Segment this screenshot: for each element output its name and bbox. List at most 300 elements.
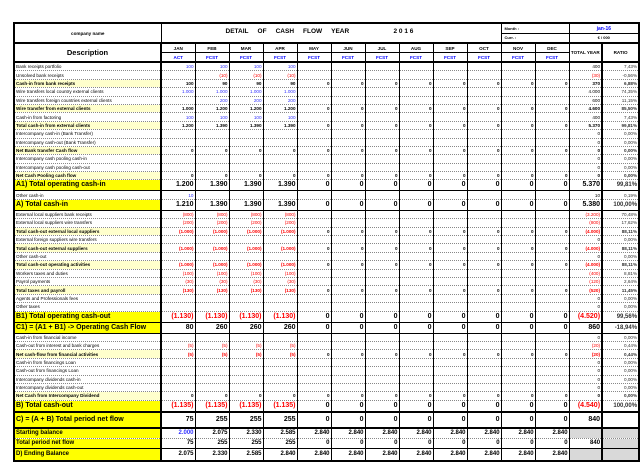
month-cell[interactable] bbox=[501, 210, 535, 218]
month-cell[interactable] bbox=[501, 252, 535, 260]
month-cell[interactable] bbox=[399, 358, 433, 366]
month-cell[interactable] bbox=[535, 163, 569, 171]
month-cell[interactable] bbox=[399, 294, 433, 302]
month-cell[interactable] bbox=[535, 62, 569, 71]
month-cell[interactable] bbox=[501, 277, 535, 285]
month-cell[interactable] bbox=[297, 294, 331, 302]
month-cell[interactable] bbox=[195, 303, 229, 311]
month-cell[interactable] bbox=[501, 219, 535, 227]
month-cell[interactable] bbox=[467, 191, 501, 199]
month-cell[interactable] bbox=[467, 383, 501, 391]
month-cell[interactable] bbox=[467, 62, 501, 71]
month-cell[interactable] bbox=[467, 358, 501, 366]
month-cell[interactable] bbox=[467, 269, 501, 277]
month-cell[interactable] bbox=[195, 138, 229, 146]
month-cell[interactable]: 1.000 bbox=[229, 88, 263, 96]
month-cell[interactable] bbox=[229, 333, 263, 341]
month-cell[interactable] bbox=[229, 358, 263, 366]
month-cell[interactable] bbox=[331, 383, 365, 391]
month-cell[interactable] bbox=[399, 62, 433, 71]
month-cell[interactable] bbox=[399, 303, 433, 311]
month-cell[interactable] bbox=[501, 383, 535, 391]
month-cell[interactable] bbox=[535, 333, 569, 341]
month-cell: 0 bbox=[501, 438, 535, 448]
month-cell[interactable] bbox=[433, 88, 467, 96]
month-cell[interactable] bbox=[399, 341, 433, 349]
month-cell[interactable] bbox=[433, 333, 467, 341]
month-cell[interactable] bbox=[229, 252, 263, 260]
month-cell[interactable] bbox=[433, 130, 467, 138]
month-cell[interactable] bbox=[331, 113, 365, 121]
month-cell[interactable] bbox=[399, 210, 433, 218]
month-cell[interactable] bbox=[263, 138, 297, 146]
month-cell[interactable]: (200) bbox=[161, 219, 195, 227]
month-cell[interactable] bbox=[433, 236, 467, 244]
month-cell[interactable] bbox=[433, 96, 467, 104]
month-cell[interactable] bbox=[297, 96, 331, 104]
month-cell[interactable] bbox=[467, 88, 501, 96]
month-cell[interactable]: 1.000 bbox=[195, 88, 229, 96]
month-cell[interactable]: (30) bbox=[229, 277, 263, 285]
month-cell[interactable] bbox=[331, 269, 365, 277]
month-cell[interactable] bbox=[331, 277, 365, 285]
month-cell[interactable] bbox=[467, 236, 501, 244]
month-cell[interactable] bbox=[365, 88, 399, 96]
month-cell[interactable]: 100 bbox=[161, 113, 195, 121]
month-cell[interactable]: (800) bbox=[229, 210, 263, 218]
month-cell[interactable] bbox=[297, 155, 331, 163]
month-cell[interactable] bbox=[229, 383, 263, 391]
month-cell[interactable] bbox=[297, 210, 331, 218]
month-cell[interactable] bbox=[365, 269, 399, 277]
month-cell[interactable] bbox=[433, 303, 467, 311]
month-cell[interactable] bbox=[195, 252, 229, 260]
month-cell[interactable] bbox=[161, 294, 195, 302]
month-cell[interactable] bbox=[331, 341, 365, 349]
month-cell[interactable] bbox=[365, 113, 399, 121]
month-cell[interactable] bbox=[433, 191, 467, 199]
month-cell[interactable] bbox=[161, 383, 195, 391]
month-cell[interactable] bbox=[501, 341, 535, 349]
month-cell[interactable] bbox=[365, 277, 399, 285]
month-cell[interactable] bbox=[399, 367, 433, 375]
month-cell[interactable] bbox=[195, 294, 229, 302]
month-cell[interactable] bbox=[501, 96, 535, 104]
month-cell[interactable] bbox=[433, 383, 467, 391]
month-cell[interactable] bbox=[331, 96, 365, 104]
month-cell[interactable] bbox=[467, 277, 501, 285]
month-cell[interactable] bbox=[263, 155, 297, 163]
month-cell[interactable] bbox=[467, 163, 501, 171]
month-cell[interactable]: (800) bbox=[263, 210, 297, 218]
month-cell[interactable] bbox=[297, 358, 331, 366]
month-cell[interactable] bbox=[331, 130, 365, 138]
month-cell[interactable] bbox=[535, 269, 569, 277]
month-cell[interactable] bbox=[467, 210, 501, 218]
month-cell[interactable] bbox=[331, 367, 365, 375]
month-cell[interactable] bbox=[399, 269, 433, 277]
month-cell[interactable] bbox=[399, 191, 433, 199]
month-cell[interactable] bbox=[331, 210, 365, 218]
month-cell[interactable] bbox=[467, 219, 501, 227]
month-cell[interactable] bbox=[467, 294, 501, 302]
month-cell[interactable]: (200) bbox=[195, 219, 229, 227]
month-cell[interactable] bbox=[535, 367, 569, 375]
month-cell[interactable] bbox=[501, 138, 535, 146]
month-cell[interactable] bbox=[365, 163, 399, 171]
month-cell[interactable]: 200 bbox=[229, 96, 263, 104]
month-cell[interactable] bbox=[433, 163, 467, 171]
month-cell[interactable]: 100 bbox=[263, 62, 297, 71]
month-cell[interactable] bbox=[365, 155, 399, 163]
month-cell[interactable] bbox=[535, 375, 569, 383]
month-cell[interactable] bbox=[399, 113, 433, 121]
month-cell[interactable]: 10 bbox=[161, 191, 195, 199]
month-cell[interactable]: 100 bbox=[229, 113, 263, 121]
month-cell[interactable] bbox=[535, 219, 569, 227]
month-cell[interactable] bbox=[161, 333, 195, 341]
month-cell[interactable] bbox=[501, 88, 535, 96]
month-cell[interactable] bbox=[399, 130, 433, 138]
month-cell[interactable] bbox=[229, 367, 263, 375]
month-cell[interactable] bbox=[195, 383, 229, 391]
report-year: 2 0 1 6 bbox=[393, 28, 414, 35]
month-cell[interactable] bbox=[263, 163, 297, 171]
month-cell[interactable] bbox=[263, 358, 297, 366]
month-cell[interactable]: 200 bbox=[263, 96, 297, 104]
month-cell[interactable] bbox=[535, 113, 569, 121]
month-cell[interactable] bbox=[365, 252, 399, 260]
month-cell[interactable] bbox=[501, 163, 535, 171]
month-cell: 0 bbox=[467, 227, 501, 235]
month-cell[interactable] bbox=[331, 191, 365, 199]
month-cell[interactable] bbox=[229, 130, 263, 138]
month-cell[interactable] bbox=[297, 375, 331, 383]
month-cell[interactable] bbox=[399, 138, 433, 146]
month-cell[interactable] bbox=[535, 191, 569, 199]
row-label: Total cash-out operating activities bbox=[14, 261, 161, 269]
month-cell[interactable]: (5) bbox=[195, 341, 229, 349]
month-cell[interactable] bbox=[433, 155, 467, 163]
month-cell[interactable] bbox=[365, 383, 399, 391]
month-cell[interactable] bbox=[263, 375, 297, 383]
month-cell[interactable] bbox=[399, 277, 433, 285]
month-cell: 0 bbox=[365, 180, 399, 191]
month-cell[interactable] bbox=[467, 375, 501, 383]
month-cell[interactable] bbox=[195, 130, 229, 138]
month-cell[interactable] bbox=[297, 71, 331, 79]
month-cell[interactable] bbox=[229, 155, 263, 163]
month-cell[interactable] bbox=[535, 383, 569, 391]
month-cell[interactable] bbox=[229, 191, 263, 199]
month-cell[interactable] bbox=[195, 333, 229, 341]
month-cell[interactable] bbox=[331, 303, 365, 311]
month-cell[interactable] bbox=[229, 163, 263, 171]
month-cell[interactable] bbox=[195, 191, 229, 199]
month-cell[interactable]: (100) bbox=[229, 269, 263, 277]
month-cell[interactable] bbox=[467, 333, 501, 341]
month-cell[interactable] bbox=[331, 62, 365, 71]
month-cell[interactable] bbox=[501, 71, 535, 79]
month-cell[interactable] bbox=[161, 236, 195, 244]
month-cell[interactable] bbox=[535, 358, 569, 366]
month-cell[interactable] bbox=[399, 383, 433, 391]
month-cell[interactable] bbox=[161, 163, 195, 171]
month-cell[interactable] bbox=[433, 113, 467, 121]
month-cell[interactable] bbox=[161, 155, 195, 163]
month-cell[interactable] bbox=[297, 277, 331, 285]
month-cell[interactable] bbox=[365, 303, 399, 311]
month-cell[interactable] bbox=[195, 358, 229, 366]
month-cell[interactable] bbox=[263, 252, 297, 260]
month-cell[interactable] bbox=[365, 191, 399, 199]
month-cell[interactable] bbox=[365, 130, 399, 138]
month-cell[interactable] bbox=[263, 130, 297, 138]
month-cell[interactable] bbox=[195, 163, 229, 171]
month-cell[interactable] bbox=[501, 375, 535, 383]
month-cell[interactable] bbox=[433, 138, 467, 146]
month-cell[interactable]: (200) bbox=[263, 219, 297, 227]
month-cell[interactable] bbox=[433, 294, 467, 302]
month-cell[interactable]: (800) bbox=[161, 210, 195, 218]
month-cell[interactable] bbox=[195, 375, 229, 383]
month-cell[interactable] bbox=[195, 367, 229, 375]
month-cell[interactable] bbox=[365, 62, 399, 71]
month-cell[interactable]: (5) bbox=[229, 341, 263, 349]
month-cell[interactable] bbox=[365, 210, 399, 218]
month-cell[interactable] bbox=[161, 138, 195, 146]
month-cell[interactable]: (5) bbox=[263, 341, 297, 349]
month-cell[interactable] bbox=[535, 236, 569, 244]
month-cell[interactable]: (100) bbox=[161, 269, 195, 277]
month-cell[interactable] bbox=[399, 252, 433, 260]
month-cell[interactable] bbox=[331, 163, 365, 171]
month-cell[interactable] bbox=[263, 191, 297, 199]
month-cell[interactable] bbox=[535, 71, 569, 79]
month-cell[interactable]: (100) bbox=[195, 269, 229, 277]
month-cell[interactable] bbox=[501, 62, 535, 71]
month-cell[interactable] bbox=[501, 130, 535, 138]
month-cell[interactable] bbox=[501, 358, 535, 366]
month-cell[interactable] bbox=[365, 333, 399, 341]
month-cell[interactable] bbox=[297, 236, 331, 244]
month-cell[interactable] bbox=[161, 358, 195, 366]
month-cell[interactable] bbox=[467, 130, 501, 138]
month-cell[interactable] bbox=[535, 96, 569, 104]
month-cell[interactable] bbox=[297, 130, 331, 138]
month-cell[interactable] bbox=[297, 269, 331, 277]
month-cell[interactable] bbox=[229, 236, 263, 244]
month-cell[interactable] bbox=[229, 375, 263, 383]
month-cell[interactable] bbox=[365, 96, 399, 104]
month-cell: 0 bbox=[535, 146, 569, 154]
month-cell[interactable] bbox=[535, 277, 569, 285]
month-cell[interactable]: (5) bbox=[161, 341, 195, 349]
month-cell[interactable] bbox=[501, 294, 535, 302]
month-cell[interactable]: (30) bbox=[263, 277, 297, 285]
month-cell[interactable] bbox=[467, 303, 501, 311]
month-cell[interactable]: (100) bbox=[263, 269, 297, 277]
month-cell[interactable] bbox=[297, 252, 331, 260]
month-cell[interactable] bbox=[297, 333, 331, 341]
month-cell[interactable] bbox=[365, 294, 399, 302]
month-cell[interactable] bbox=[331, 155, 365, 163]
month-cell[interactable] bbox=[467, 367, 501, 375]
month-cell[interactable] bbox=[331, 294, 365, 302]
month-cell[interactable] bbox=[229, 303, 263, 311]
month-cell[interactable] bbox=[331, 252, 365, 260]
month-cell[interactable] bbox=[433, 62, 467, 71]
month-cell[interactable] bbox=[161, 71, 195, 79]
month-cell[interactable] bbox=[365, 375, 399, 383]
month-cell[interactable]: 100 bbox=[229, 62, 263, 71]
month-cell[interactable]: 1.000 bbox=[263, 88, 297, 96]
month-label: Month : bbox=[502, 25, 569, 34]
month-cell[interactable] bbox=[297, 341, 331, 349]
month-cell[interactable] bbox=[399, 236, 433, 244]
month-cell[interactable] bbox=[263, 383, 297, 391]
month-cell[interactable] bbox=[331, 138, 365, 146]
month-cell[interactable]: 100 bbox=[161, 62, 195, 71]
month-cell[interactable] bbox=[399, 375, 433, 383]
month-cell[interactable] bbox=[331, 333, 365, 341]
month-cell[interactable] bbox=[365, 71, 399, 79]
month-cell[interactable]: 100 bbox=[263, 113, 297, 121]
month-cell[interactable] bbox=[297, 367, 331, 375]
month-cell[interactable] bbox=[263, 236, 297, 244]
month-cell[interactable] bbox=[399, 155, 433, 163]
month-cell[interactable] bbox=[297, 88, 331, 96]
month-cell[interactable] bbox=[501, 333, 535, 341]
month-cell[interactable] bbox=[467, 155, 501, 163]
month-cell[interactable] bbox=[433, 269, 467, 277]
month-cell[interactable]: (10) bbox=[263, 71, 297, 79]
month-cell[interactable] bbox=[263, 294, 297, 302]
month-cell[interactable] bbox=[467, 96, 501, 104]
month-cell[interactable] bbox=[433, 210, 467, 218]
month-cell[interactable] bbox=[433, 367, 467, 375]
month-cell[interactable]: (30) bbox=[161, 277, 195, 285]
month-cell[interactable] bbox=[399, 71, 433, 79]
month-cell[interactable]: (800) bbox=[195, 210, 229, 218]
month-cell[interactable] bbox=[297, 138, 331, 146]
month-cell[interactable] bbox=[535, 210, 569, 218]
month-cell[interactable] bbox=[297, 383, 331, 391]
month-cell[interactable] bbox=[195, 155, 229, 163]
month-cell[interactable] bbox=[535, 341, 569, 349]
month-cell: 2.840 bbox=[263, 448, 297, 461]
month-cell[interactable] bbox=[433, 358, 467, 366]
month-cell[interactable] bbox=[433, 341, 467, 349]
month-cell[interactable] bbox=[195, 236, 229, 244]
month-cell[interactable] bbox=[467, 252, 501, 260]
month-cell[interactable] bbox=[263, 303, 297, 311]
month-cell[interactable] bbox=[399, 96, 433, 104]
month-cell[interactable] bbox=[535, 252, 569, 260]
month-cell[interactable] bbox=[365, 236, 399, 244]
month-cell[interactable] bbox=[501, 303, 535, 311]
month-cell[interactable] bbox=[467, 113, 501, 121]
month-value[interactable]: jan-16 bbox=[570, 25, 639, 34]
month-cell[interactable] bbox=[297, 191, 331, 199]
month-cell[interactable] bbox=[535, 303, 569, 311]
month-cell[interactable] bbox=[331, 88, 365, 96]
month-cell[interactable]: (30) bbox=[195, 277, 229, 285]
month-cell[interactable] bbox=[433, 71, 467, 79]
month-cell[interactable] bbox=[365, 358, 399, 366]
month-cell[interactable] bbox=[161, 96, 195, 104]
month-cell[interactable] bbox=[501, 155, 535, 163]
month-cell[interactable] bbox=[331, 219, 365, 227]
month-cell[interactable] bbox=[535, 130, 569, 138]
month-cell[interactable] bbox=[399, 333, 433, 341]
month-cell[interactable] bbox=[399, 163, 433, 171]
month-cell[interactable] bbox=[501, 269, 535, 277]
month-cell[interactable] bbox=[535, 294, 569, 302]
month-cell[interactable] bbox=[263, 333, 297, 341]
month-cell[interactable] bbox=[399, 88, 433, 96]
table-row bbox=[14, 261, 639, 269]
month-cell[interactable] bbox=[297, 62, 331, 71]
month-cell[interactable] bbox=[161, 375, 195, 383]
month-cell[interactable] bbox=[467, 138, 501, 146]
month-cell[interactable] bbox=[229, 294, 263, 302]
month-cell[interactable] bbox=[297, 113, 331, 121]
month-cell[interactable] bbox=[467, 71, 501, 79]
month-cell[interactable] bbox=[331, 375, 365, 383]
month-cell[interactable] bbox=[433, 219, 467, 227]
month-cell[interactable] bbox=[263, 367, 297, 375]
month-cell[interactable] bbox=[399, 219, 433, 227]
month-cell[interactable] bbox=[433, 277, 467, 285]
month-cell[interactable] bbox=[501, 191, 535, 199]
month-cell[interactable] bbox=[433, 375, 467, 383]
month-cell[interactable] bbox=[161, 303, 195, 311]
month-cell[interactable]: 100 bbox=[195, 62, 229, 71]
month-cell[interactable]: (10) bbox=[195, 71, 229, 79]
month-cell[interactable]: 100 bbox=[195, 113, 229, 121]
month-cell[interactable] bbox=[433, 252, 467, 260]
month-cell[interactable] bbox=[535, 155, 569, 163]
month-cell[interactable] bbox=[297, 163, 331, 171]
month-cell[interactable] bbox=[161, 367, 195, 375]
month-cell[interactable] bbox=[467, 341, 501, 349]
month-cell[interactable] bbox=[501, 113, 535, 121]
month-cell[interactable] bbox=[365, 341, 399, 349]
month-cell[interactable] bbox=[297, 303, 331, 311]
month-cell[interactable] bbox=[501, 236, 535, 244]
total-year-cell: (20) bbox=[569, 341, 602, 349]
month-cell[interactable]: 200 bbox=[195, 96, 229, 104]
month-cell[interactable] bbox=[331, 71, 365, 79]
month-cell[interactable] bbox=[331, 358, 365, 366]
month-cell[interactable] bbox=[535, 88, 569, 96]
month-cell[interactable]: (10) bbox=[229, 71, 263, 79]
month-cell[interactable] bbox=[535, 138, 569, 146]
month-cell[interactable] bbox=[501, 367, 535, 375]
month-cell[interactable]: 1.000 bbox=[161, 88, 195, 96]
month-cell[interactable] bbox=[365, 367, 399, 375]
month-cell[interactable] bbox=[365, 138, 399, 146]
month-cell[interactable] bbox=[229, 138, 263, 146]
month-cell[interactable]: (200) bbox=[229, 219, 263, 227]
month-cell[interactable] bbox=[297, 219, 331, 227]
month-cell[interactable] bbox=[331, 236, 365, 244]
month-cell[interactable] bbox=[161, 130, 195, 138]
month-cell[interactable] bbox=[161, 252, 195, 260]
month-cell: 0 bbox=[467, 180, 501, 191]
month-cell[interactable] bbox=[365, 219, 399, 227]
